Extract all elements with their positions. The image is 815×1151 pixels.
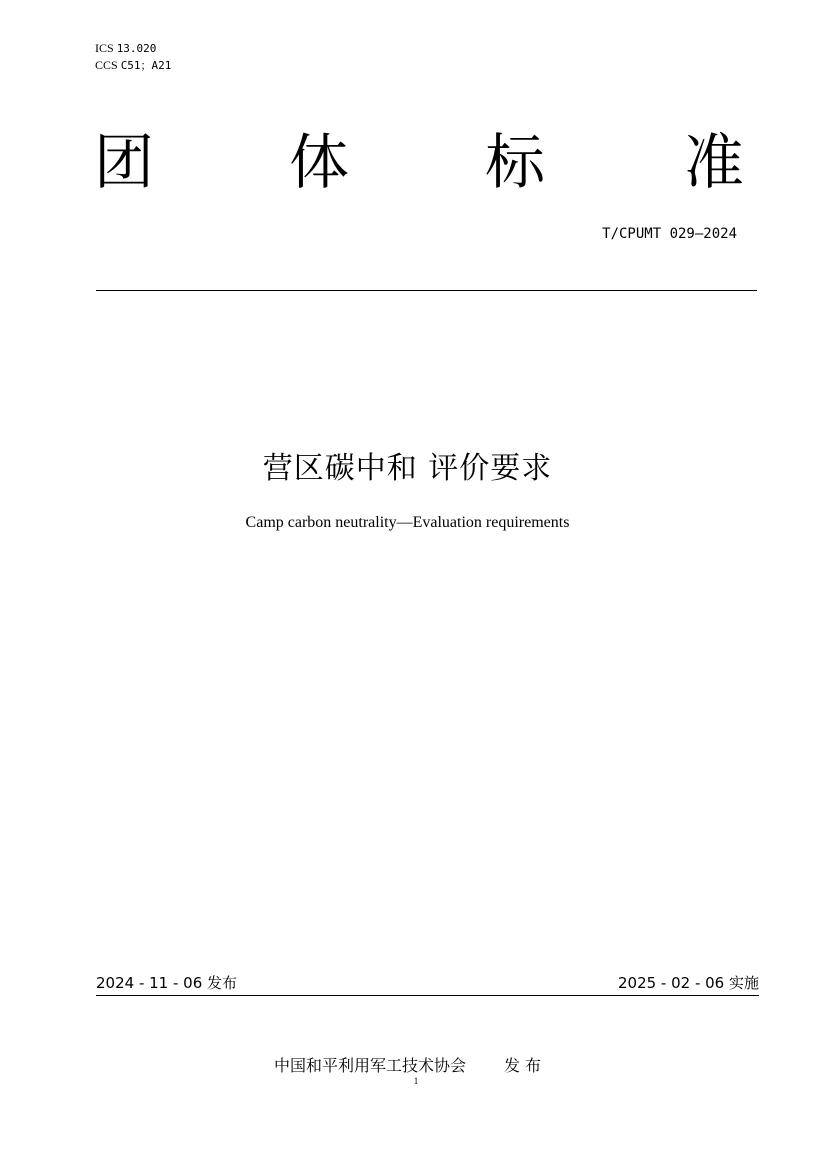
issuer-action: 发 布: [503, 1056, 542, 1075]
implement-date: 2025 - 02 - 06 实施: [617, 974, 759, 992]
issuer-organization: 中国和平利用军工技术协会: [273, 1056, 466, 1075]
title-chinese: 营区碳中和 评价要求: [262, 451, 553, 486]
ccs-line: [95, 57, 171, 74]
standard-type-char-3: 标: [485, 128, 545, 198]
standard-number: T/CPUMT 029—2024: [602, 226, 737, 242]
top-divider: [96, 290, 757, 291]
publish-date: 2024 - 11 - 06 发布: [96, 974, 238, 992]
standard-type-char-1: 团: [94, 128, 154, 198]
ics-code: 13.020: [116, 42, 157, 55]
issuer-line: [0, 1053, 815, 1076]
page-number: 1: [413, 1076, 419, 1086]
ccs-code: C51；A21: [120, 59, 172, 72]
bottom-divider: [96, 995, 759, 996]
ics-line: [95, 40, 171, 57]
ics-label: ICS: [95, 41, 114, 55]
ccs-label: CCS: [95, 58, 118, 72]
standard-type-char-4: 准: [684, 128, 744, 198]
standard-type-char-2: 体: [289, 128, 349, 198]
classification-block: [95, 40, 171, 74]
title-english: Camp carbon neutrality—Evaluation requirements: [245, 514, 570, 531]
